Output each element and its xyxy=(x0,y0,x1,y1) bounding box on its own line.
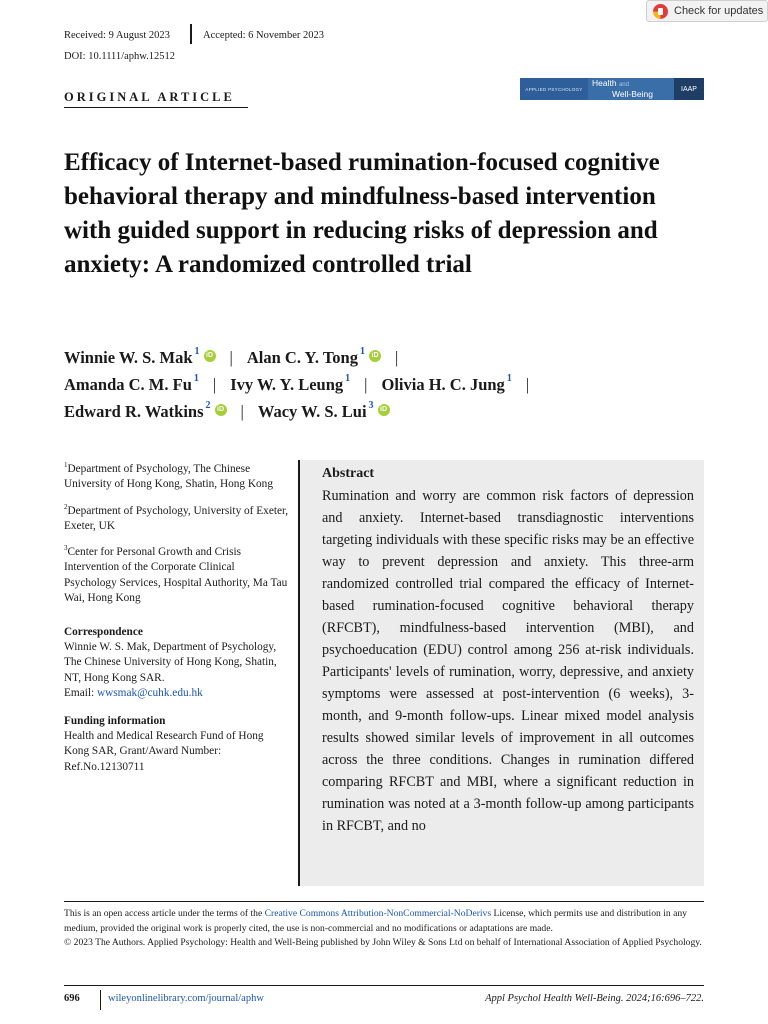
author-affiliation-ref[interactable]: 1 xyxy=(345,373,351,384)
page-number: 696 xyxy=(64,993,80,1004)
author-separator: | xyxy=(364,375,368,394)
affiliation-2: $^2$Department of Psychology, University of Exeter, Exeter, UK xyxy=(64,502,289,532)
author-affiliation-ref[interactable]: 3 xyxy=(368,400,374,411)
funding-text: Health and Medical Research Fund of Hong Kong SAR, Grant/Award Number: Ref.No.12130711 xyxy=(64,729,264,773)
correspondence-text: Winnie W. S. Mak, Department of Psychology, The Chinese University of Hong Kong, Shatin, NT, Hong Kong SAR. Email: wwsmak@cuhk.edu.hk xyxy=(64,640,277,700)
author-separator: | xyxy=(240,402,244,421)
copyright-text: © 2023 The Authors. Applied Psychology: Health and Well-Being published by John Wiley & Sons Ltd on behalf of International Association of Applied Psychology. xyxy=(64,937,702,949)
check-for-updates-label: Check for updates xyxy=(674,5,764,17)
author-affiliation-ref[interactable]: 1 xyxy=(360,346,365,357)
journal-logo-name xyxy=(588,78,674,100)
author-row-3 xyxy=(64,398,714,425)
author-separator: | xyxy=(395,348,399,367)
crossmark-icon xyxy=(653,4,668,19)
author-name[interactable]: Wacy W. S. Lui xyxy=(257,402,367,421)
author-affiliation-ref[interactable]: 1 xyxy=(194,346,200,357)
orcid-icon[interactable]: iD xyxy=(215,404,227,416)
affiliation-3: $^3$Center for Personal Growth and Crisis Intervention of the Corporate Clinical Psychology Services, Hospital Authority, Ma Tau Wai, Hong Kong xyxy=(64,544,288,605)
journal-url-link[interactable]: wileyonlinelibrary.com/journal/aphw xyxy=(108,993,264,1004)
received-date: Received: 9 August 2023 xyxy=(64,30,170,41)
author-affiliation-ref[interactable]: 1 xyxy=(506,373,512,384)
author-row-2 xyxy=(64,371,714,398)
affiliation-1: $^1$Department of Psychology, The Chinese University of Hong Kong, Shatin, Hong Kong xyxy=(64,461,273,491)
check-for-updates-button[interactable] xyxy=(646,0,768,22)
page-footer-divider xyxy=(64,985,704,986)
abstract-heading: Abstract xyxy=(322,466,375,481)
author-separator: | xyxy=(525,375,530,394)
abstract-left-rule xyxy=(298,460,300,886)
page-footer-separator xyxy=(100,990,101,1010)
author-name[interactable]: Olivia H. C. Jung xyxy=(381,375,505,394)
author-separator: | xyxy=(229,348,233,367)
author-name[interactable]: Edward R. Watkins xyxy=(64,402,204,421)
author-name[interactable]: Amanda C. M. Fu xyxy=(64,375,192,394)
left-column-info xyxy=(64,458,290,782)
article-type-underline xyxy=(64,107,248,108)
author-name[interactable]: Alan C. Y. Tong xyxy=(246,348,358,367)
email-link[interactable]: wwsmak@cuhk.edu.hk xyxy=(96,687,203,700)
author-name[interactable]: Winnie W. S. Mak xyxy=(64,348,193,367)
funding-heading: Funding information xyxy=(64,714,166,727)
license-link[interactable]: Creative Commons Attribution-NonCommercial-NoDerivs xyxy=(264,908,492,919)
journal-logo-wellbeing: Well-Being xyxy=(612,89,653,99)
author-name[interactable]: Ivy W. Y. Leung xyxy=(230,375,344,394)
journal-logo-health: Health and xyxy=(592,78,629,88)
doi: DOI: 10.1111/aphw.12512 xyxy=(64,51,176,62)
author-separator: | xyxy=(212,375,217,394)
license-footnote: This is an open access article under the terms of the Creative Commons Attribution-NonCommercial-NoDerivs License, which permits use and distribution in any medium, provided the original work is properly cited, the use is non-commercial and no modifications or adaptations are made. © 2023 The Authors. Applied Psychology: Health and Well-Being published by John Wiley & Sons Ltd on behalf of International Association of Applied Psychology. xyxy=(64,907,704,951)
author-affiliation-ref[interactable]: 1 xyxy=(193,373,199,384)
author-list xyxy=(64,344,714,425)
orcid-icon[interactable]: iD xyxy=(369,350,381,362)
abstract-text: Rumination and worry are common risk factors of depression and anxiety. Internet-based transdiagnostic interventions targeting individuals with these specific risks may be an effective way to prevent depression and anxiety. This three-arm randomized controlled trial compared the efficacy of Internet-based rumination-focused cognitive behavioral therapy (RFCBT), mindfulness-based intervention (MBI), and psychoeducation (EDU) control among 256 at-risk individuals. Participants' levels of rumination, worry, depressive, and anxiety symptoms were assessed at post-intervention (6 weeks), 3-month, and 9-month follow-ups. Linear mixed model analysis results showed similar levels of improvement in all outcomes across the three conditions. Changes in rumination differed comparing RFCBT and MBI, where a significant reduction in rumination was noted at a 3-month follow-up among participants in RFCBT, and no xyxy=(322,488,694,834)
accepted-date: Accepted: 6 November 2023 xyxy=(203,30,325,41)
orcid-icon[interactable]: iD xyxy=(204,350,216,362)
journal-logo-left: APPLIED PSYCHOLOGY xyxy=(520,78,588,100)
article-title: Efficacy of Internet-based rumination-focused cognitive behavioral therapy and mindfulness-based intervention with guided support in reducing risks of depression and anxiety: A randomized controlled trial xyxy=(64,149,660,278)
article-type: ORIGINAL ARTICLE xyxy=(64,90,235,104)
journal-citation: Appl Psychol Health Well-Being. 2024;16:696–722. xyxy=(485,993,704,1004)
journal-logo xyxy=(520,78,704,100)
correspondence-heading: Correspondence xyxy=(64,625,143,638)
header-divider xyxy=(190,24,192,44)
iaap-logo: IAAP xyxy=(674,78,704,100)
author-affiliation-ref[interactable]: 2 xyxy=(205,400,211,411)
footnote-divider xyxy=(64,901,704,902)
orcid-icon[interactable]: iD xyxy=(378,404,390,416)
author-row-1 xyxy=(64,344,714,371)
